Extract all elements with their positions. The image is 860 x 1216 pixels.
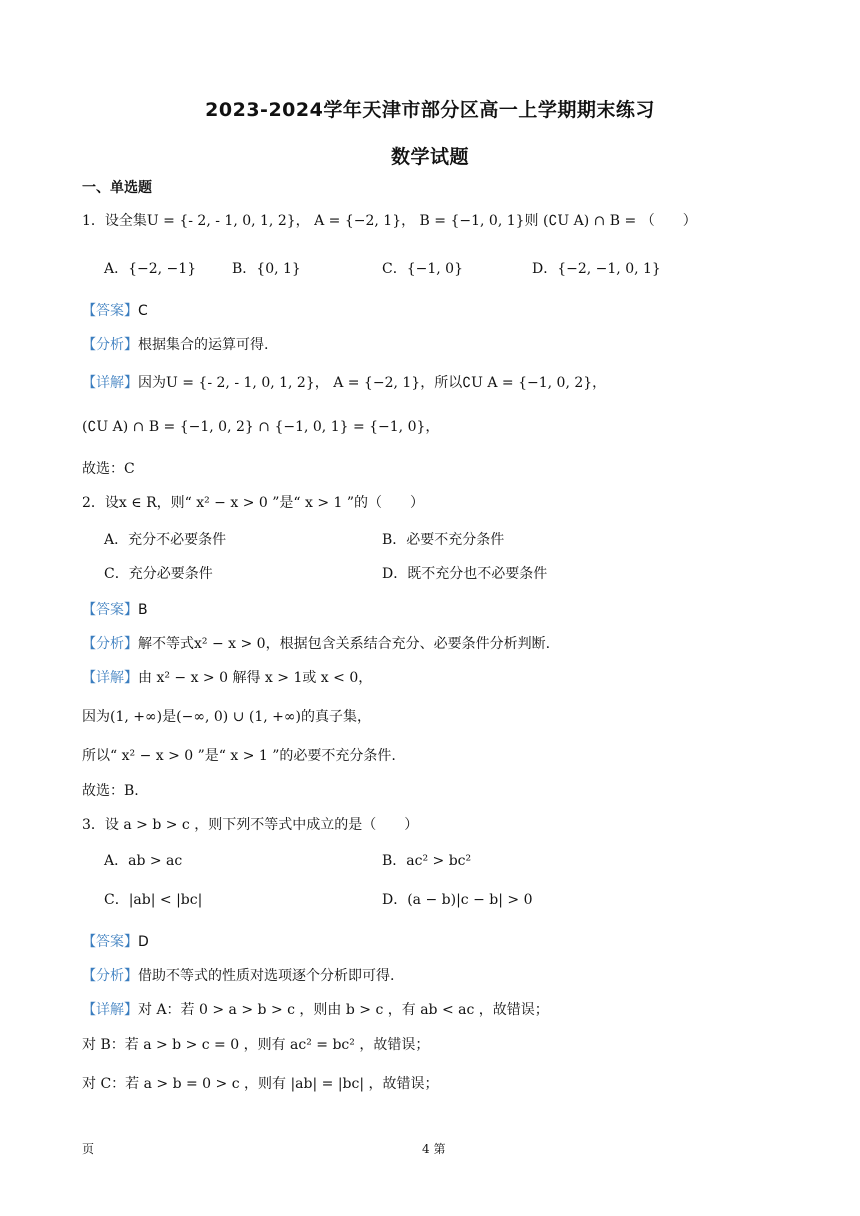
question-3-detail (82, 999, 549, 1019)
question-3-option-b: B．ac² > bc² (382, 853, 472, 869)
question-3-option-a: A．ab > ac (104, 853, 183, 869)
detail-label: 【详解】 (82, 375, 138, 391)
question-1-stem: 1．设全集U = {- 2, - 1, 0, 1, 2}， A = {−2, 1}， B = {−1, 0, 1}则 (∁U A) ∩ B = （ ） (82, 213, 697, 229)
question-1-option-c: C．{−1, 0} (382, 261, 463, 277)
analysis-text: 根据集合的运算可得. (138, 337, 269, 353)
answer-label: 【答案】 (82, 303, 138, 319)
answer-value: D (138, 934, 149, 950)
question-1-conclusion: 故选：C (82, 461, 135, 477)
question-2-option-b: B．必要不充分条件 (382, 532, 505, 548)
page-title: 2023-2024学年天津市部分区高一上学期期末练习 (205, 99, 655, 121)
detail-label: 【详解】 (82, 670, 138, 686)
question-2-stem: 2．设x ∈ R，则“ x² − x > 0 ”是“ x > 1 ”的（ ） (82, 495, 425, 511)
answer-label: 【答案】 (82, 602, 138, 618)
analysis-label: 【分析】 (82, 968, 138, 984)
page-subtitle: 数学试题 (390, 146, 469, 168)
detail-label: 【详解】 (82, 1002, 138, 1018)
question-3-answer (82, 931, 149, 951)
question-2-option-c: C．充分必要条件 (104, 566, 213, 582)
footer-page-left: 页 (82, 1142, 95, 1156)
section-heading: 一、单选题 (82, 180, 152, 196)
detail-text: 对 A：若 0 > a > b > c ，则由 b > c ，有 ab < ac ，故错误； (138, 1002, 549, 1018)
question-3-option-c: C．|ab| < |bc| (104, 892, 203, 908)
question-2-conclusion: 故选：B. (82, 783, 139, 799)
answer-value: B (138, 602, 148, 618)
question-2-detail-line-2: 因为(1, +∞)是(−∞, 0) ∪ (1, +∞)的真子集， (82, 709, 372, 725)
question-1-detail-line-2: (∁U A) ∩ B = {−1, 0, 2} ∩ {−1, 0, 1} = {−1, 0}， (82, 419, 440, 435)
question-1-option-b: B．{0, 1} (232, 261, 301, 277)
detail-text: 因为U = {- 2, - 1, 0, 1, 2}， A = {−2, 1}，所以∁U A = {−1, 0, 2}， (138, 375, 607, 391)
question-3-detail-line-3: 对 C：若 a > b = 0 > c ，则有 |ab| = |bc| ，故错误； (82, 1076, 439, 1092)
question-1-option-a: A．{−2, −1} (104, 261, 197, 277)
question-3-option-d: D．(a − b)|c − b| > 0 (382, 892, 533, 908)
question-3-analysis (82, 965, 394, 985)
question-2-option-a: A．充分不必要条件 (104, 532, 227, 548)
question-3-stem: 3．设 a > b > c ，则下列不等式中成立的是（ ） (82, 817, 419, 833)
question-1-analysis (82, 334, 268, 354)
detail-text: 由 x² − x > 0 解得 x > 1或 x < 0， (138, 670, 373, 686)
question-2-answer (82, 599, 148, 619)
question-2-detail (82, 667, 372, 687)
analysis-text: 借助不等式的性质对选项逐个分析即可得. (138, 968, 395, 984)
answer-value: C (138, 303, 148, 319)
analysis-text: 解不等式x² − x > 0，根据包含关系结合充分、必要条件分析判断. (138, 636, 551, 652)
question-2-option-d: D．既不充分也不必要条件 (382, 566, 548, 582)
footer-page-number: 4 第 (422, 1142, 446, 1156)
question-3-detail-line-2: 对 B：若 a > b > c = 0 ，则有 ac² = bc² ，故错误； (82, 1037, 430, 1053)
question-2-detail-line-3: 所以“ x² − x > 0 ”是“ x > 1 ”的必要不充分条件. (82, 748, 396, 764)
question-1-option-d: D．{−2, −1, 0, 1} (532, 261, 661, 277)
question-2-analysis (82, 633, 550, 653)
analysis-label: 【分析】 (82, 337, 138, 353)
analysis-label: 【分析】 (82, 636, 138, 652)
question-1-detail (82, 372, 606, 392)
answer-label: 【答案】 (82, 934, 138, 950)
question-1-answer (82, 300, 148, 320)
